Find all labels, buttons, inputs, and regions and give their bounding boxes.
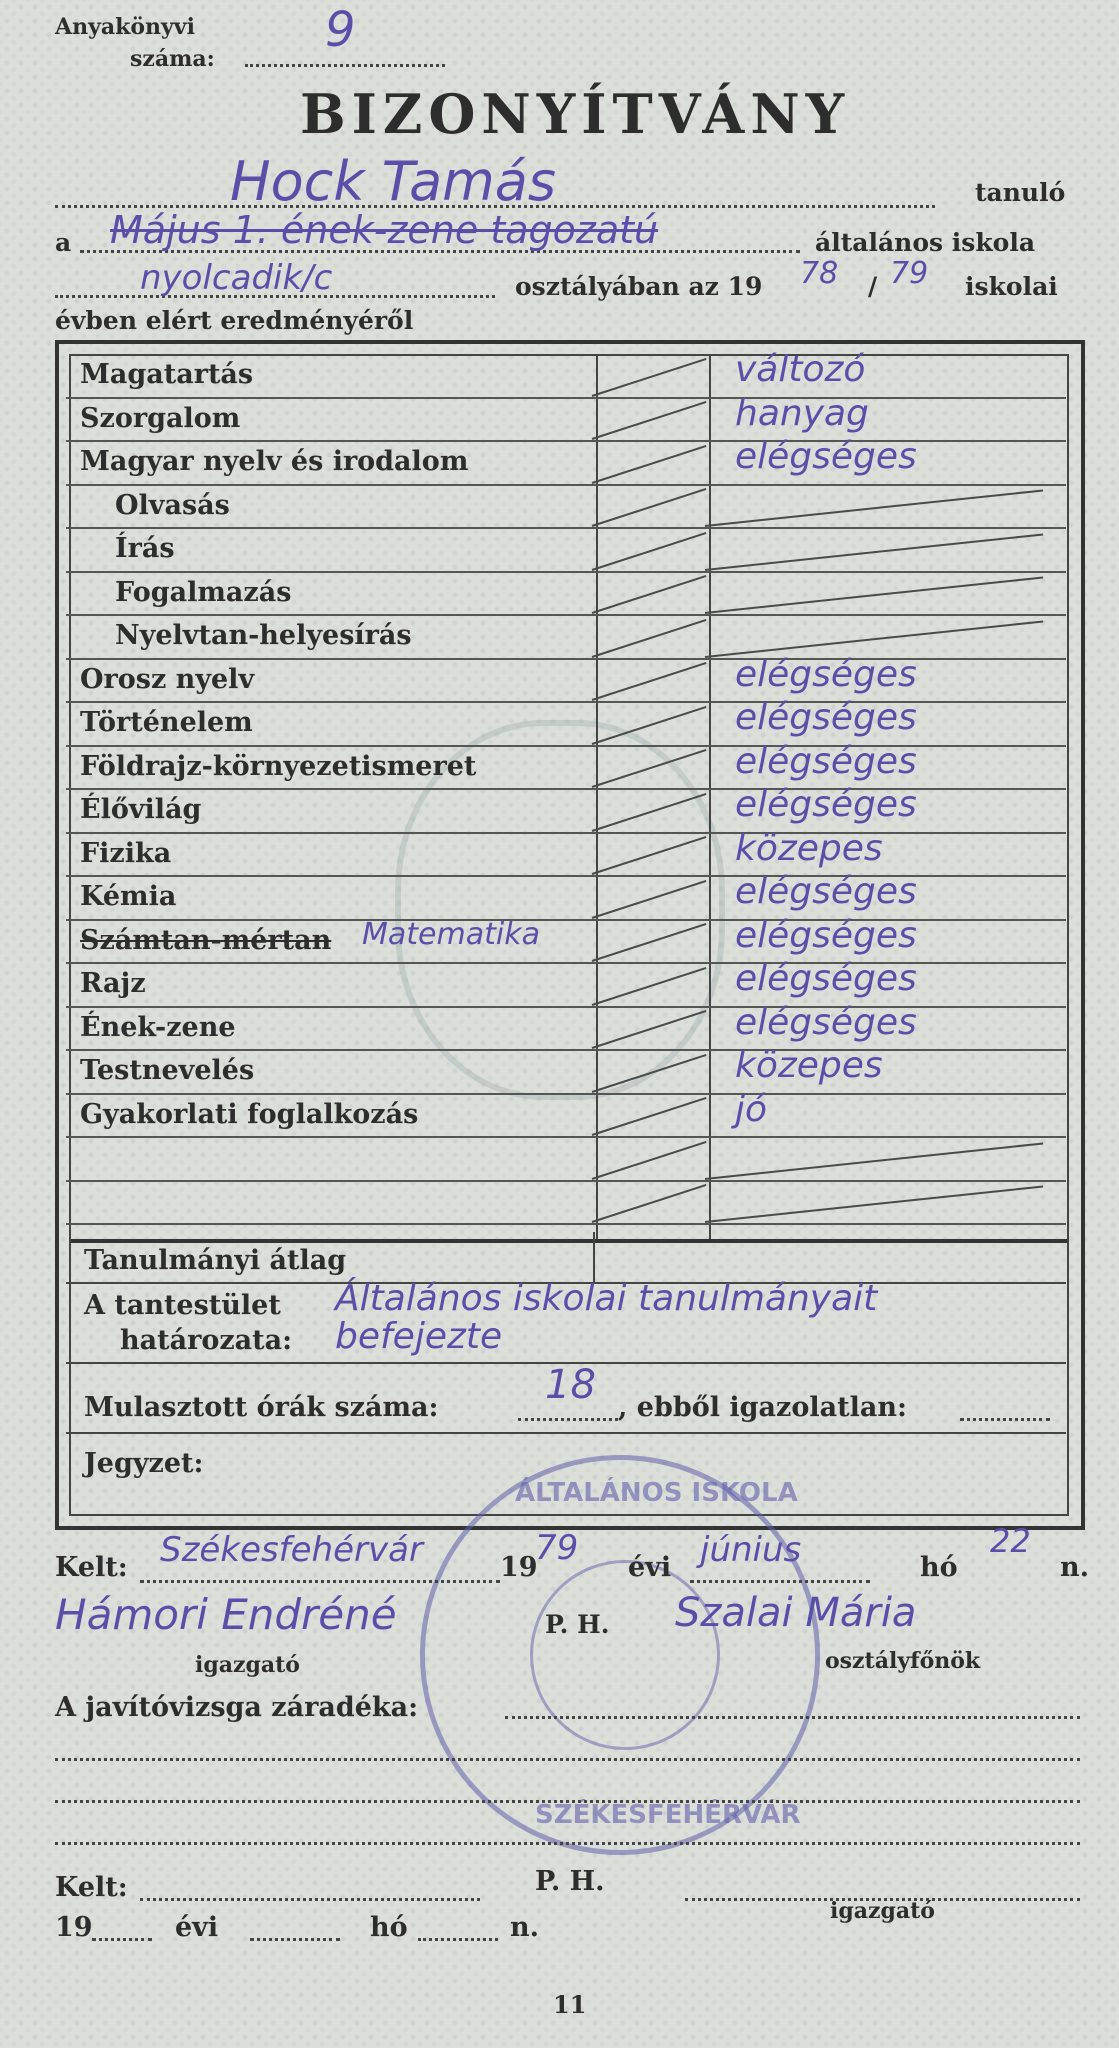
subject-grade: elégséges [735, 958, 917, 999]
director-signature: Hámori Endréné [55, 1590, 397, 1639]
results-line: évben elért eredményéről [55, 306, 414, 335]
register-label: Anyakönyvi [55, 14, 195, 40]
register-number: 9 [325, 2, 356, 58]
student-suffix: tanuló [975, 178, 1066, 207]
year-to: 79 [890, 256, 929, 291]
decision-label-2: határozata: [120, 1325, 293, 1356]
retake-label: A javítóvizsga záradéka: [55, 1692, 419, 1723]
year-from: 78 [800, 256, 839, 291]
column-divider-1 [596, 356, 598, 1239]
subject-grade: elégséges [735, 653, 917, 695]
subject-label: Testnevelés [80, 1055, 255, 1086]
subject-label: Szorgalom [80, 402, 241, 434]
decision-line-2: befejezte [335, 1316, 503, 1357]
subject-label: Számtan-mértan [80, 924, 332, 956]
retake-dots-2 [55, 1758, 1080, 1761]
subject-label: Rajz [80, 968, 146, 999]
subject-label: Fogalmazás [115, 576, 292, 608]
subject-row-line [66, 832, 1066, 834]
subject-replacement: Matematika [362, 916, 540, 952]
year-separator: / [868, 272, 878, 301]
class-text: osztályában az 19 [515, 272, 763, 301]
stamp-bottom-text: SZÉKESFEHÉRVÁR [535, 1800, 801, 1830]
subject-label: Orosz nyelv [80, 663, 255, 695]
kelt-label: Kelt: [55, 1552, 128, 1583]
absence-line [66, 1432, 1066, 1434]
absence-label: Mulasztott órák száma: [84, 1392, 439, 1423]
place-dots [140, 1580, 500, 1583]
note-label: Jegyzet: [84, 1448, 204, 1479]
average-label: Tanulmányi átlag [84, 1245, 347, 1276]
sign-month: június [700, 1530, 802, 1570]
retake-year-4: n. [510, 1912, 540, 1943]
sign-day: 22 [990, 1522, 1031, 1560]
teacher-signature: Szalai Mária [675, 1590, 917, 1636]
teacher-label: osztályfőnök [825, 1648, 981, 1674]
retake-year-1: 19 [55, 1912, 93, 1943]
retake-dots-4 [55, 1842, 1080, 1845]
subject-row-line [66, 1049, 1066, 1051]
subject-grade: elégséges [735, 784, 917, 825]
n-label: n. [1060, 1552, 1090, 1583]
subject-label: Nyelvtan-helyesírás [115, 620, 412, 651]
decision-label-1: A tantestület [84, 1290, 281, 1321]
table-divider [71, 1239, 1067, 1243]
subject-row-line [66, 484, 1066, 486]
register-dots [245, 64, 445, 67]
subject-row-line [66, 614, 1066, 616]
retake-ph: P. H. [535, 1866, 605, 1897]
subject-row-line [66, 527, 1066, 529]
school-stamp [420, 1455, 820, 1855]
evi-label: évi [628, 1552, 672, 1583]
register-number-label: száma: [130, 46, 215, 72]
retake-year-3: hó [370, 1912, 408, 1943]
sign-place: Székesfehérvár [160, 1530, 423, 1570]
month-dots [690, 1580, 870, 1583]
ph-label: P. H. [545, 1610, 610, 1639]
ho-label: hó [920, 1552, 958, 1583]
stamp-top-text: ÁLTALÁNOS ISKOLA [515, 1478, 798, 1508]
sign-year: 79 [535, 1528, 579, 1568]
sign-year-prefix: 19 [500, 1552, 538, 1583]
unexcused-dots [960, 1418, 1050, 1421]
stamp-inner-circle [530, 1560, 720, 1750]
blank-row-line [66, 1180, 1066, 1182]
subject-row-line [66, 1136, 1066, 1138]
subject-grade: elégséges [735, 436, 917, 477]
retake-dots-1 [505, 1716, 1080, 1719]
retake-director-label: igazgató [830, 1898, 935, 1924]
subject-grade: változó [735, 349, 866, 390]
subject-label: Magatartás [80, 359, 254, 390]
page-number: 11 [553, 1990, 587, 2019]
subject-grade: elégséges [735, 740, 917, 782]
subject-label: Ének-zene [80, 1011, 236, 1043]
school-suffix: általános iskola [815, 228, 1036, 257]
prefix-a: a [55, 228, 72, 257]
retake-year-2: évi [175, 1912, 219, 1943]
subject-label: Gyakorlati foglalkozás [80, 1098, 419, 1130]
subject-grade: elégséges [735, 914, 917, 956]
retake-day-dots [418, 1938, 498, 1941]
subject-label: Kémia [80, 881, 177, 912]
subject-row-line [66, 397, 1066, 399]
retake-kelt-dots [140, 1898, 480, 1901]
student-name: Hock Tamás [230, 150, 557, 213]
absence-value: 18 [545, 1362, 596, 1408]
subject-grade: közepes [735, 1045, 883, 1086]
subject-label: Magyar nyelv és irodalom [80, 446, 469, 477]
subject-grade: elégséges [735, 697, 917, 738]
retake-dots-3 [55, 1800, 1080, 1803]
school-name: Május 1. ének-zene tagozatú [110, 208, 659, 252]
year-suffix: iskolai [965, 272, 1058, 301]
subject-grade: elégséges [735, 871, 917, 912]
subject-grade: hanyag [735, 392, 869, 434]
retake-month-dots [250, 1938, 340, 1941]
class-name: nyolcadik/c [140, 258, 333, 298]
subject-row-line [66, 1093, 1066, 1095]
retake-year-dots [92, 1938, 152, 1941]
unexcused-label: , ebből igazolatlan: [618, 1392, 907, 1423]
subject-label: Olvasás [115, 489, 230, 521]
subject-label: Élővilág [80, 794, 202, 825]
decision-line-1: Általános iskolai tanulmányait [335, 1278, 878, 1319]
document-title: BIZONYÍTVÁNY [300, 82, 851, 146]
blank-row-line [66, 1223, 1066, 1225]
subject-label: Írás [115, 533, 175, 564]
subject-label: Fizika [80, 837, 172, 869]
director-label: igazgató [195, 1652, 300, 1678]
subject-label: Történelem [80, 707, 253, 738]
column-divider-2 [709, 356, 711, 1239]
retake-kelt-label: Kelt: [55, 1872, 128, 1903]
subject-grade: közepes [735, 827, 883, 869]
absence-dots [518, 1418, 618, 1421]
subject-grade: jó [735, 1088, 768, 1130]
average-divider [593, 1232, 595, 1282]
subject-label: Földrajz-környezetismeret [80, 750, 477, 782]
subject-row-line [66, 571, 1066, 573]
subject-grade: elégséges [735, 1001, 917, 1043]
